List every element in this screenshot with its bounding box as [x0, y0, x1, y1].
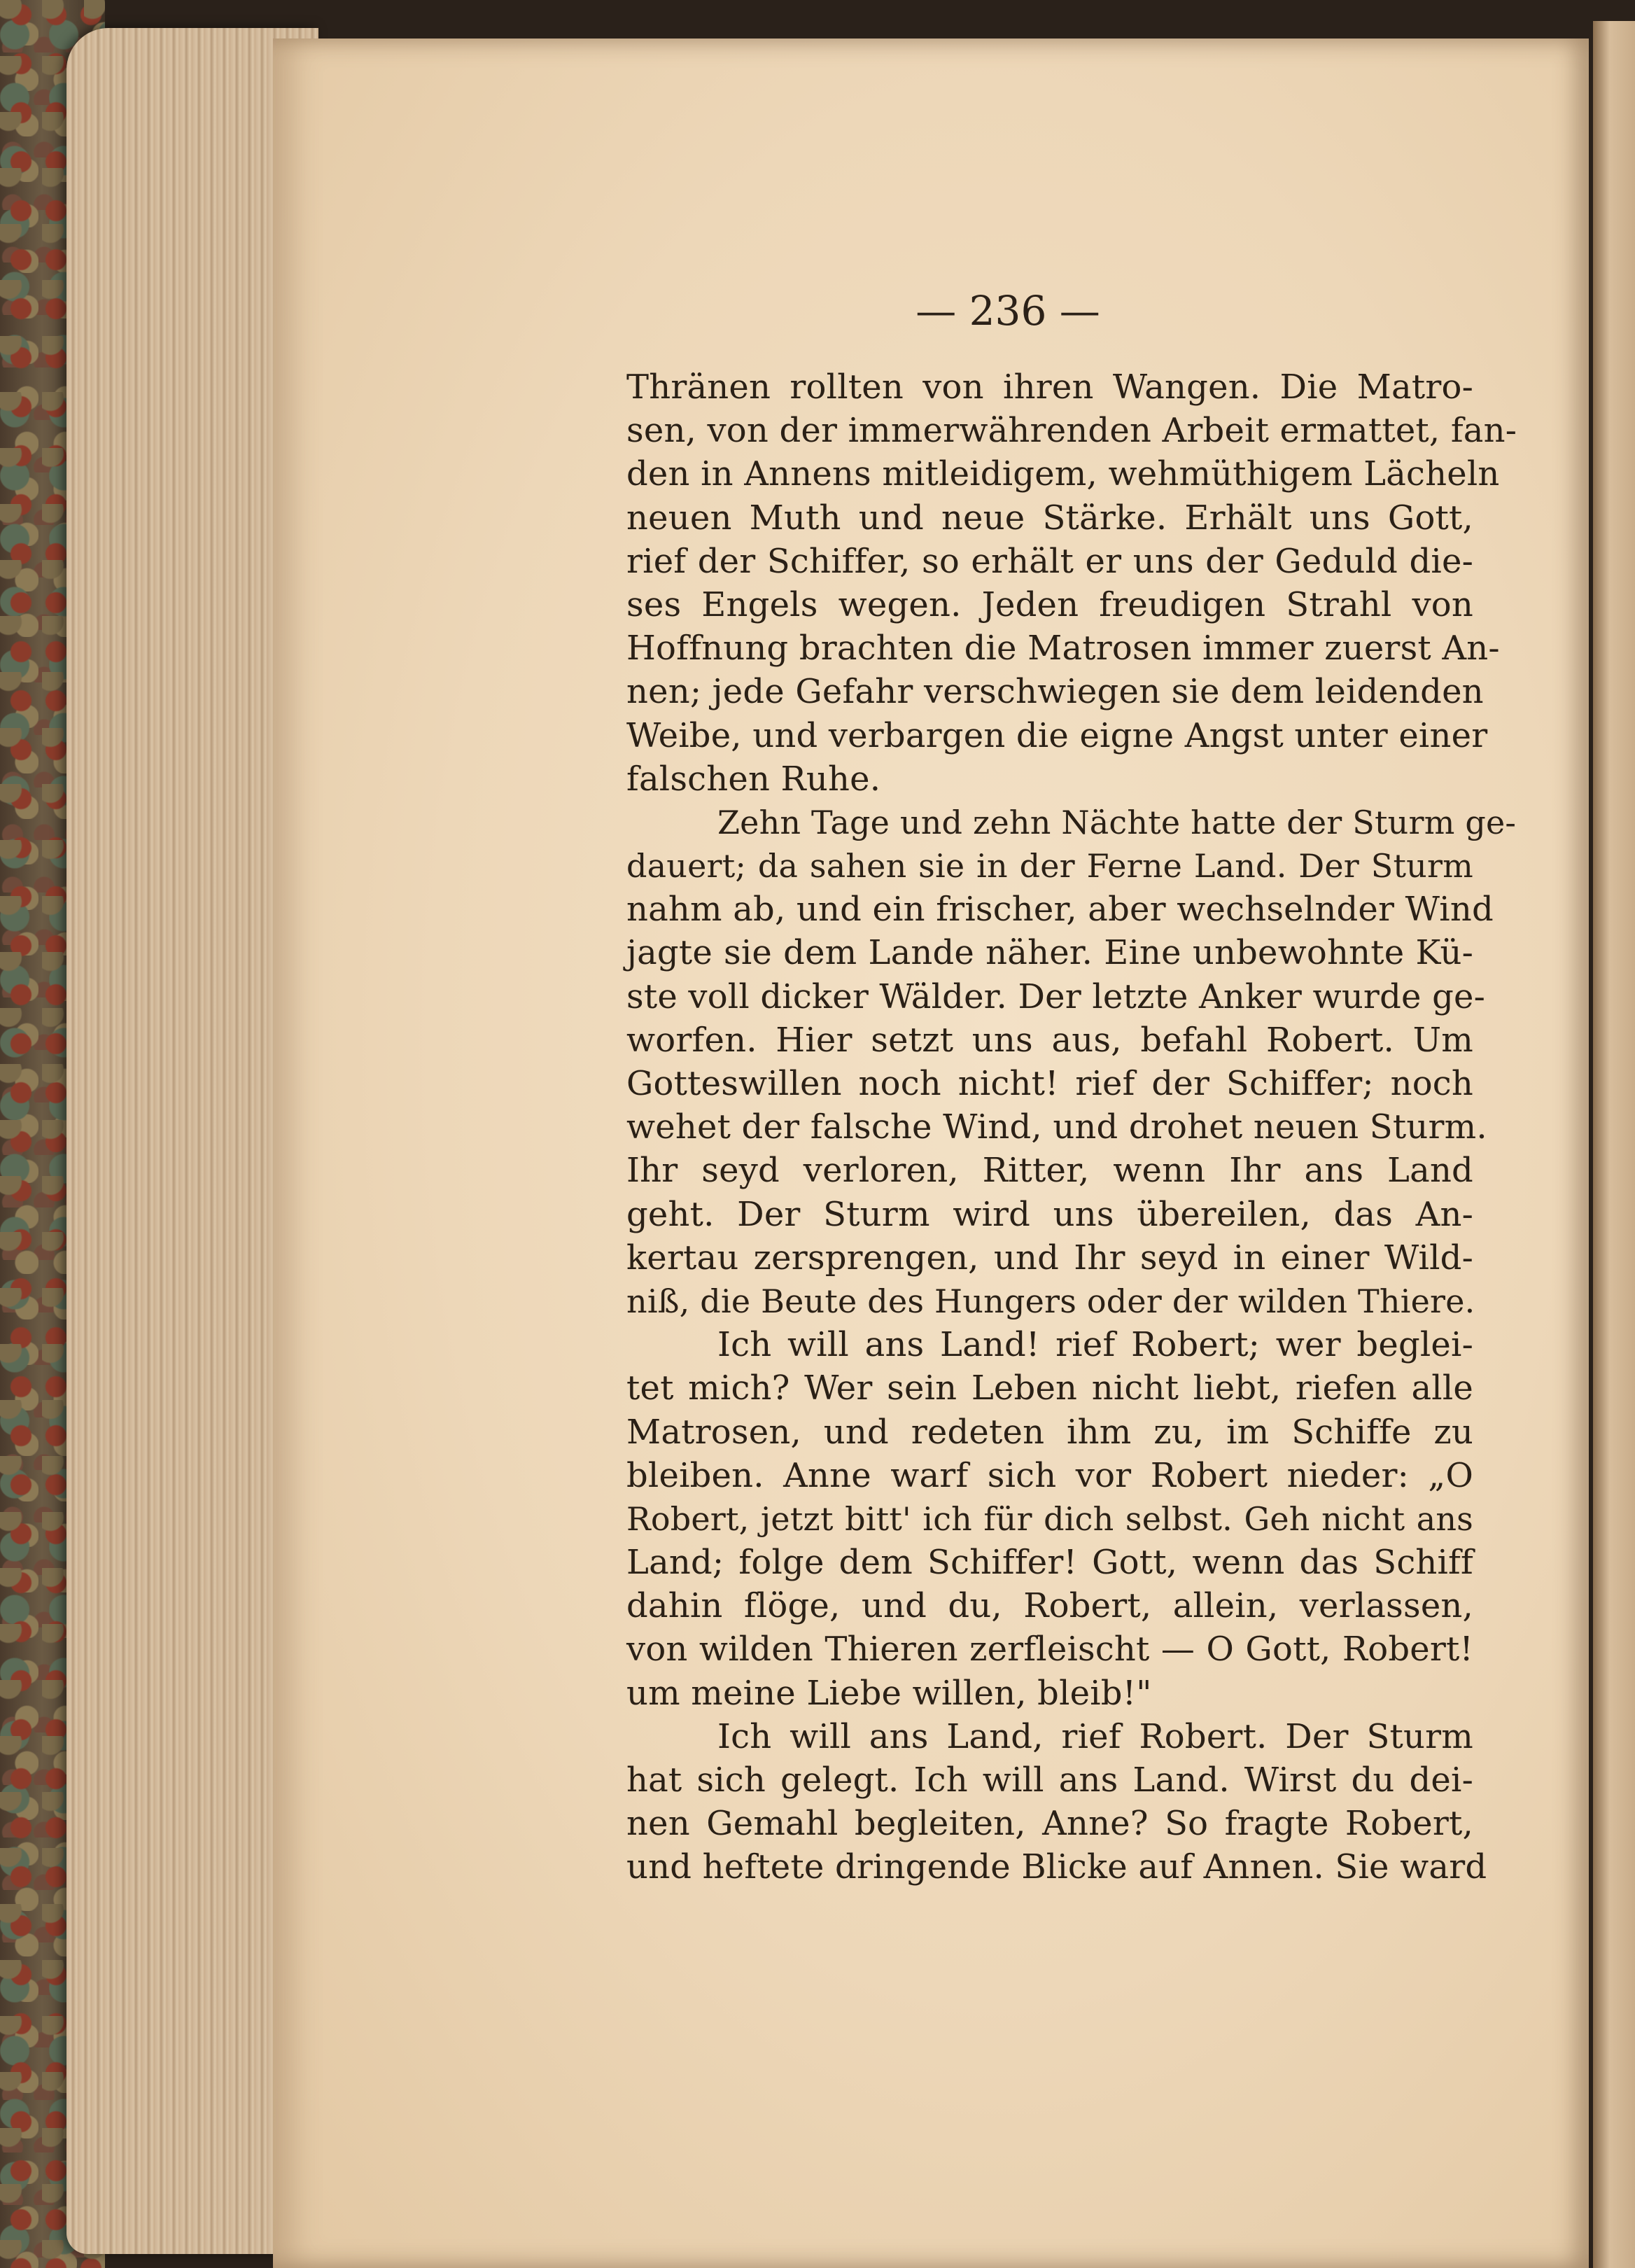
- text-line: jagte sie dem Lande näher. Eine unbewohnte Kü-: [626, 933, 1473, 973]
- text-line: um meine Liebe willen, bleib!": [626, 1673, 1152, 1713]
- text-line: nahm ab, und ein frischer, aber wechselnder Wind: [626, 890, 1494, 930]
- text-line: Weibe, und verbargen die eigne Angst unter einer: [626, 715, 1488, 755]
- text-line: tet mich? Wer sein Leben nicht liebt, riefen alle: [626, 1368, 1473, 1408]
- text-line: sen, von der immerwährenden Arbeit ermattet, fan-: [626, 411, 1517, 451]
- text-line: von wilden Thieren zerfleischt — O Gott, Robert!: [626, 1630, 1473, 1670]
- text-line: Thränen rollten von ihren Wangen. Die Matro-: [626, 368, 1473, 407]
- text-line: hat sich gelegt. Ich will ans Land. Wirst du dei-: [626, 1760, 1473, 1800]
- text-line: den in Annens mitleidigem, wehmüthigem Lächeln: [626, 454, 1500, 494]
- text-line: nen Gemahl begleiten, Anne? So fragte Robert,: [626, 1804, 1473, 1844]
- text-line: niß, die Beute des Hungers oder der wilden Thiere.: [626, 1282, 1475, 1320]
- text-line: Gotteswillen noch nicht! rief der Schiffer; noch: [626, 1064, 1473, 1103]
- text-line: Ich will ans Land, rief Robert. Der Sturm: [717, 1716, 1473, 1756]
- text-line: Ihr seyd verloren, Ritter, wenn Ihr ans Land: [626, 1151, 1473, 1191]
- text-line: ses Engels wegen. Jeden freudigen Strahl von: [626, 584, 1473, 624]
- next-page-edge: [1593, 21, 1635, 2268]
- text-line: Hoffnung brachten die Matrosen immer zuerst An-: [626, 629, 1500, 668]
- text-line: wehet der falsche Wind, und drohet neuen Sturm.: [626, 1107, 1487, 1147]
- text-line: worfen. Hier setzt uns aus, befahl Robert. Um: [626, 1020, 1473, 1060]
- text-line: falschen Ruhe.: [626, 759, 881, 799]
- page-text: [626, 365, 1517, 1889]
- text-line: rief der Schiffer, so erhält er uns der Geduld die-: [626, 541, 1473, 581]
- text-line: Land; folge dem Schiffer! Gott, wenn das Schiff: [626, 1543, 1473, 1583]
- text-line: und heftete dringende Blicke auf Annen. Sie ward: [626, 1847, 1487, 1887]
- text-line: Ich will ans Land! rief Robert; wer beglei-: [717, 1325, 1473, 1365]
- text-line: Zehn Tage und zehn Nächte hatte der Sturm ge-: [717, 803, 1517, 841]
- text-line: bleiben. Anne warf sich vor Robert nieder: „O: [626, 1455, 1473, 1495]
- text-line: Matrosen, und redeten ihm zu, im Schiffe zu: [626, 1412, 1473, 1452]
- text-line: Robert, jetzt bitt' ich für dich selbst. Geh nicht ans: [626, 1499, 1473, 1538]
- text-line: dauert; da sahen sie in der Ferne Land. Der Sturm: [626, 847, 1473, 886]
- text-line: dahin flöge, und du, Robert, allein, verlassen,: [626, 1586, 1473, 1626]
- text-line: nen; jede Gefahr verschwiegen sie dem leidenden: [626, 672, 1484, 712]
- text-line: kertau zersprengen, und Ihr seyd in einer Wild-: [626, 1238, 1473, 1278]
- page-number: — 236 —: [915, 287, 1100, 335]
- text-line: neuen Muth und neue Stärke. Erhält uns Gott,: [626, 498, 1473, 538]
- text-line: geht. Der Sturm wird uns übereilen, das An-: [626, 1194, 1473, 1234]
- text-line: ste voll dicker Wälder. Der letzte Anker wurde ge-: [626, 976, 1486, 1016]
